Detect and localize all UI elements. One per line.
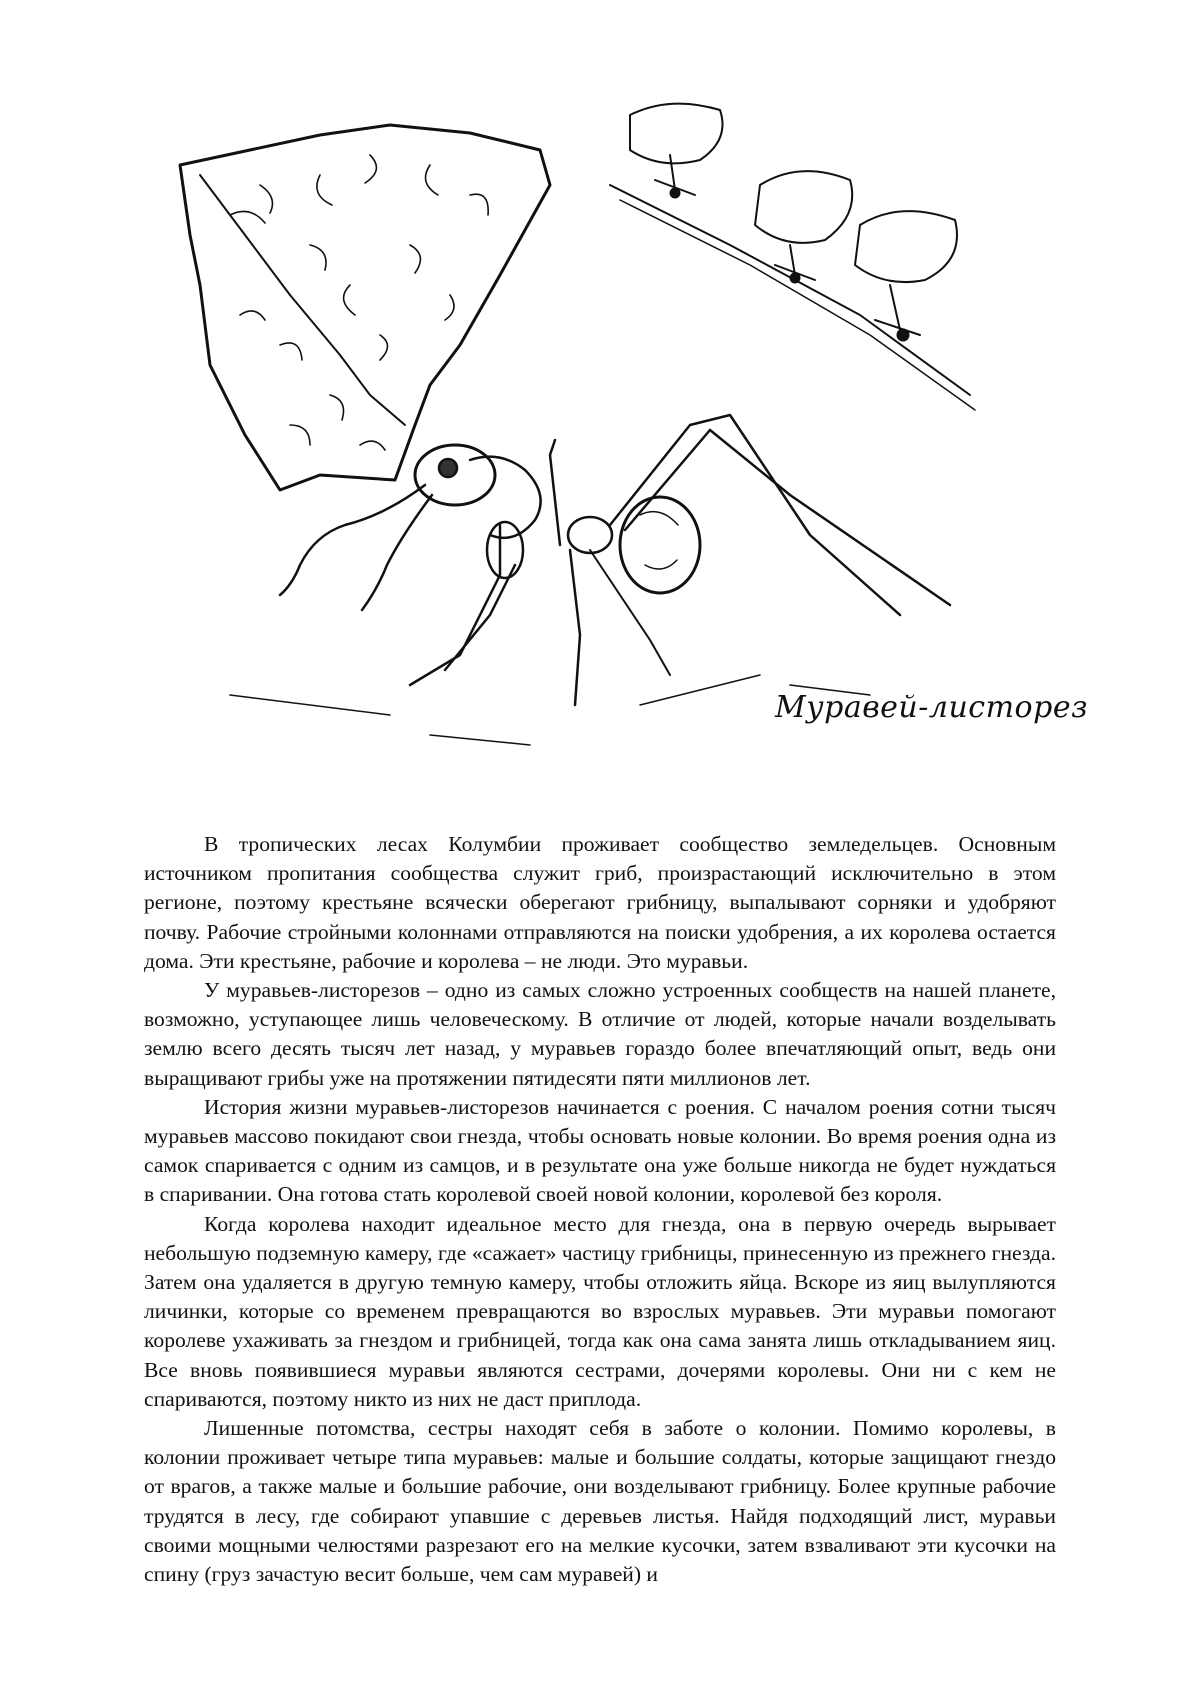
paragraph-5: Лишенные потомства, сестры находят себя в заботе о колонии. Помимо королевы, в колонии проживает четыре типа муравьев: малые и большие солдаты, которые защищают гнездо от врагов, а также малые и большие рабочие, они возделывают грибницу. Более крупные рабочие трудятся в лесу, где собирают упавшие с деревьев листья. Найдя подходящий лист, муравьи своими мощными челюстями разрезают его на мелкие кусочки, затем взваливают эти кусочки на спину (груз зачастую весит больше, чем сам муравей) и	[144, 1416, 1056, 1587]
paragraph-4: Когда королева находит идеальное место для гнезда, она в первую очередь вырывает небольшую подземную камеру, где «сажает» частицу грибницы, принесенную из прежнего гнезда. Затем она удаляется в другую темную камеру, чтобы отложить яйца. Вскоре из яиц вылупляются личинки, которые со временем превращаются во взрослых муравьев. Эти муравьи помогают королеве ухаживать за гнездом и грибницей, тогда как она сама занята лишь откладыванием яиц. Все вновь появившиеся муравьи являются сестрами, дочерями королевы. Они ни с кем не спариваются, поэтому никто из них не даст приплода.	[144, 1211, 1056, 1411]
ant-illustration	[170, 95, 1090, 775]
article-body	[144, 830, 1056, 1589]
paragraph-3: История жизни муравьев-листорезов начинается с роения. С началом роения сотни тысяч муравьев массово покидают свои гнезда, чтобы основать новые колонии. Во время роения одна из самок спаривается с одним из самцов, и в результате она уже больше никогда не будет нуждаться в спаривании. Она готова стать королевой своей новой колонии, королевой без короля.	[144, 1094, 1056, 1207]
paragraph-2: У муравьев-листорезов – одно из самых сложно устроенных сообществ на нашей планете, возможно, уступающее лишь человеческому. В отличие от людей, которые начали возделывать землю всего десять тысяч лет назад, у муравьев гораздо более впечатляющий опыт, ведь они выращивают грибы уже на протяжении пятидесяти пяти миллионов лет.	[144, 978, 1056, 1090]
leafcutter-ant-drawing	[170, 95, 1090, 775]
illustration-caption: Муравей-листорез	[775, 690, 1088, 725]
paragraph-1: В тропических лесах Колумбии проживает сообщество земледельцев. Основным источником пропитания сообщества служит гриб, произрастающий исключительно в этом регионе, поэтому крестьяне всячески оберегают грибницу, выпалывают сорняки и удобряют почву. Рабочие стройными колоннами отправляются на поиски удобрения, а их королева остается дома. Эти крестьяне, рабочие и королева – не люди. Это муравьи.	[144, 832, 1056, 973]
